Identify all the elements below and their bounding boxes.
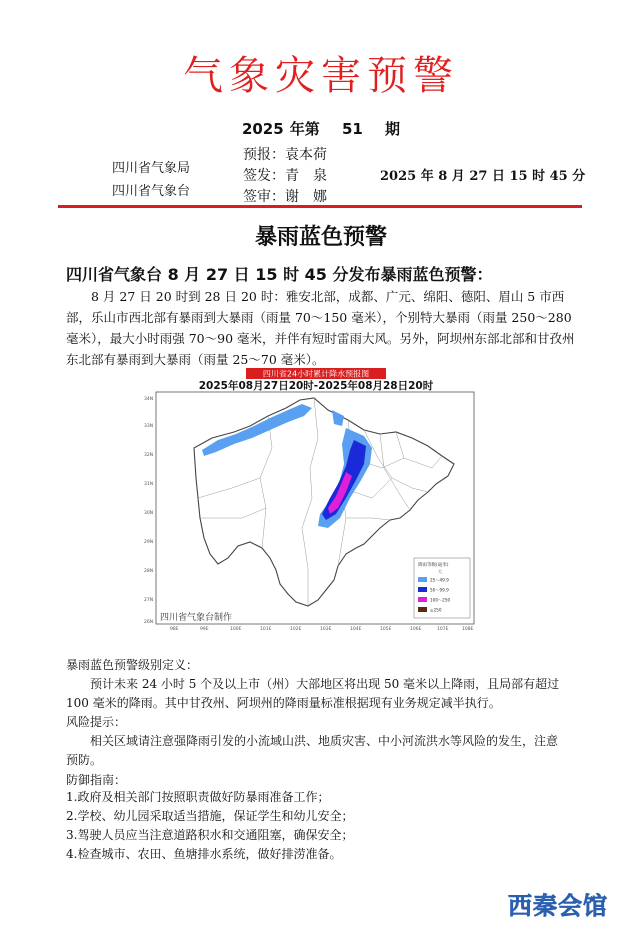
- map-subtitle: 2025年08月27日20时-2025年08月28日20时: [198, 380, 434, 392]
- legend-label: 100～250: [430, 597, 451, 603]
- legend-label: 50～99.9: [430, 587, 449, 593]
- lon-tick: 102E: [290, 627, 302, 632]
- lat-tick: 32N: [144, 453, 154, 458]
- definition-title: 暴雨蓝色预警级别定义：: [66, 658, 199, 672]
- forecaster: 预报：袁本荷: [243, 147, 327, 163]
- legend-unit: 大: [438, 569, 442, 574]
- lat-tick: 31N: [144, 482, 154, 487]
- lon-tick: 107E: [437, 627, 449, 632]
- defense-item: 2.学校、幼儿园采取适当措施，保证学生和幼儿安全；: [66, 809, 354, 823]
- lon-tick: 98E: [170, 627, 179, 632]
- issue-year: 2025: [241, 120, 284, 138]
- lat-tick: 28N: [144, 569, 154, 574]
- legend-title: 降雨等级(毫米): [418, 563, 449, 568]
- lon-tick: 104E: [350, 627, 362, 632]
- map-svg: [142, 368, 488, 632]
- legend-label: 25～49.9: [430, 577, 449, 583]
- lon-tick: 99E: [200, 627, 209, 632]
- warning-paragraph: 8 月 27 日 20 时到 28 日 20 时：雅安北部，成都、广元、绵阳、德阳、眉山 5 市西部，乐山市西北部有暴雨到大暴雨（雨量 70～150 毫米），个别特大暴雨（雨量 250～280 毫米），最大小时雨强 70～90 毫米，并伴有短时雷雨大风。另外，阿坝州东部北部和甘孜州东北部有暴雨到大暴雨（雨量 25～70 毫米）。: [66, 289, 575, 367]
- lat-tick: 27N: [144, 598, 154, 603]
- lon-tick: 101E: [260, 627, 272, 632]
- map-credit: 四川省气象台制作: [160, 613, 233, 623]
- issue-label: 期: [385, 120, 401, 138]
- defense-item: 4.检查城市、农田、鱼塘排水系统，做好排涝准备。: [66, 847, 342, 861]
- issuer-observatory: 四川省气象台: [112, 184, 191, 199]
- map-title: 四川省24小时累计降水预报图: [262, 369, 370, 379]
- defense-title: 防御指南：: [66, 773, 127, 787]
- lon-tick: 103E: [320, 627, 332, 632]
- defense-item: 1.政府及相关部门按照职责做好防暴雨准备工作；: [66, 790, 330, 804]
- warning-heading: 暴雨蓝色预警: [254, 225, 387, 250]
- lon-tick: 100E: [230, 627, 242, 632]
- lon-tick: 108E: [462, 627, 474, 632]
- legend-swatch-heavy: [418, 587, 427, 592]
- legend-swatch-extreme: [418, 607, 427, 612]
- issuer-bureau: 四川省气象局: [112, 161, 191, 176]
- risk-title: 风险提示：: [66, 715, 127, 729]
- lat-tick: 34N: [144, 397, 154, 402]
- issue-year-label: 年第: [289, 120, 320, 138]
- legend-label: ≥250: [430, 607, 442, 613]
- legend-swatch-torrential: [418, 597, 427, 602]
- lat-tick: 29N: [144, 540, 154, 545]
- lon-tick: 106E: [410, 627, 422, 632]
- lat-tick: 30N: [144, 511, 154, 516]
- reviewer: 签审：谢 娜: [243, 189, 327, 205]
- legend-swatch-light: [418, 577, 427, 582]
- issue-line: [0, 118, 642, 139]
- issuer-signoff: 签发：青 泉: [243, 168, 327, 184]
- page-title: 气象灾害预警: [183, 53, 459, 99]
- lat-tick: 26N: [144, 620, 154, 625]
- issue-datetime: 2025 年 8 月 27 日 15 时 45 分: [380, 169, 586, 184]
- header-divider: [58, 205, 582, 208]
- risk-text: 相关区域请注意强降雨引发的小流域山洪、地质灾害、中小河流洪水等风险的发生，注意预防。: [66, 734, 559, 767]
- issue-number: 51: [341, 120, 363, 138]
- warning-subheading: 四川省气象台 8 月 27 日 15 时 45 分发布暴雨蓝色预警：: [66, 265, 493, 284]
- definition-text: 预计未来 24 小时 5 个及以上市（州）大部地区将出现 50 毫米以上降雨，且局部有超过 100 毫米的降雨。其中甘孜州、阿坝州的降雨量标准根据现有业务规定减半执行。: [66, 677, 560, 710]
- precipitation-map: [142, 368, 488, 632]
- lat-tick: 33N: [144, 424, 154, 429]
- defense-item: 3.驾驶人员应当注意道路积水和交通阻塞，确保安全；: [66, 828, 354, 842]
- lon-tick: 105E: [380, 627, 392, 632]
- map-legend: [414, 558, 470, 618]
- watermark-logo: 西秦会馆: [508, 892, 608, 920]
